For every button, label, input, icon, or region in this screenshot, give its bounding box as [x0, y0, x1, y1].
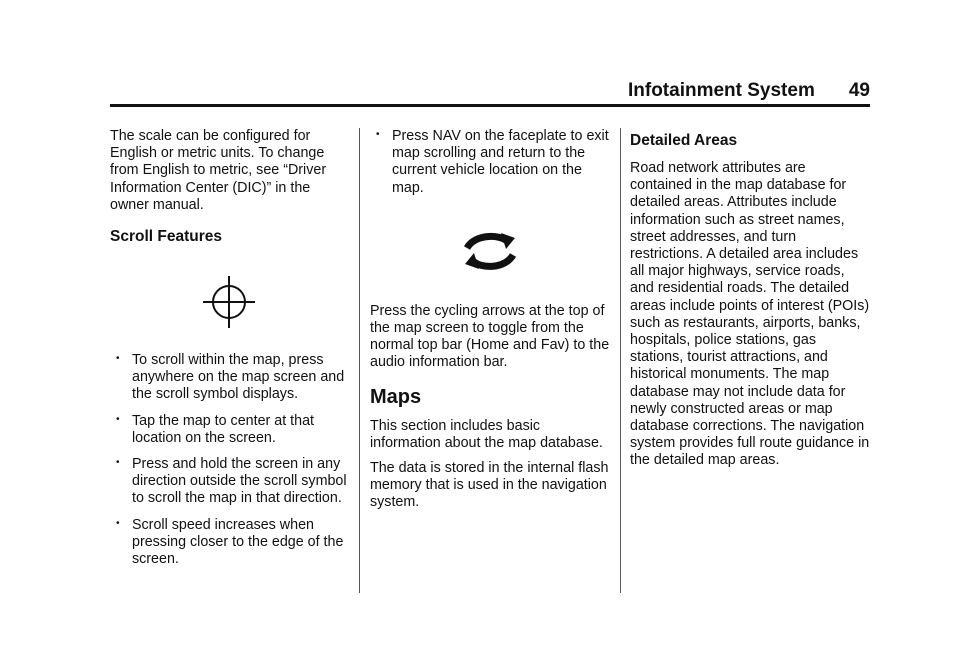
scale-paragraph: The scale can be configured for English or metric units. To change from English to metric, see “Driver Information Center (DIC)” in the owner manual. [110, 128, 327, 213]
bullet-icon: • [116, 517, 120, 529]
list-item: • Tap the map to center at that location on the screen. [116, 412, 314, 446]
maps-heading: Maps [370, 385, 422, 408]
maps-paragraph: This section includes basic information about the map database. [370, 417, 603, 451]
bullet-icon: • [116, 353, 120, 365]
list-item: • To scroll within the map, press anywhere on the map screen and the scroll symbol displays. [116, 352, 345, 403]
list-item: • Scroll speed increases when pressing closer to the edge of the screen. [116, 516, 344, 568]
bullet-icon: • [116, 457, 120, 469]
cycling-arrows-icon [461, 229, 519, 273]
detailed-areas-paragraph: Road network attributes are contained in the map database for detailed areas. Attributes include information such as street names, street addresses, and turn restrictions. A detailed area includes all major highways, service roads, and residential roads. The detailed areas include points of interest (POIs) such as restaurants, airports, banks, hospitals, police stations, gas stations, tourist attractions, and historical monuments. The map database may not include data for newly constructed areas or map database corrections. The navigation system provides full route guidance in the detailed map areas. [630, 160, 870, 469]
column-2 [370, 128, 610, 520]
column-divider [620, 128, 621, 593]
list-item: • Press and hold the screen in any direction outside the scroll symbol to scroll the map in that direction. [116, 456, 347, 507]
column-divider [359, 128, 360, 593]
page-number: 49 [848, 80, 870, 101]
running-header [110, 80, 870, 102]
column-3 [630, 128, 870, 478]
list-item: • Press NAV on the faceplate to exit map scrolling and return to the current vehicle location on the map. [376, 128, 609, 196]
header-rule [110, 104, 870, 107]
detailed-areas-heading: Detailed Areas [630, 132, 738, 149]
column-1 [110, 128, 348, 577]
scroll-features-heading: Scroll Features [110, 228, 222, 246]
cycling-paragraph: Press the cycling arrows at the top of the map screen to toggle from the normal top bar (Home and Fav) to the audio information bar. [370, 302, 610, 371]
scroll-crosshair-icon [201, 274, 257, 330]
maps-paragraph: The data is stored in the internal flash memory that is used in the navigation system. [370, 460, 609, 511]
section-title: Infotainment System [627, 80, 815, 101]
bullet-icon: • [376, 129, 380, 140]
bullet-icon: • [116, 413, 120, 425]
